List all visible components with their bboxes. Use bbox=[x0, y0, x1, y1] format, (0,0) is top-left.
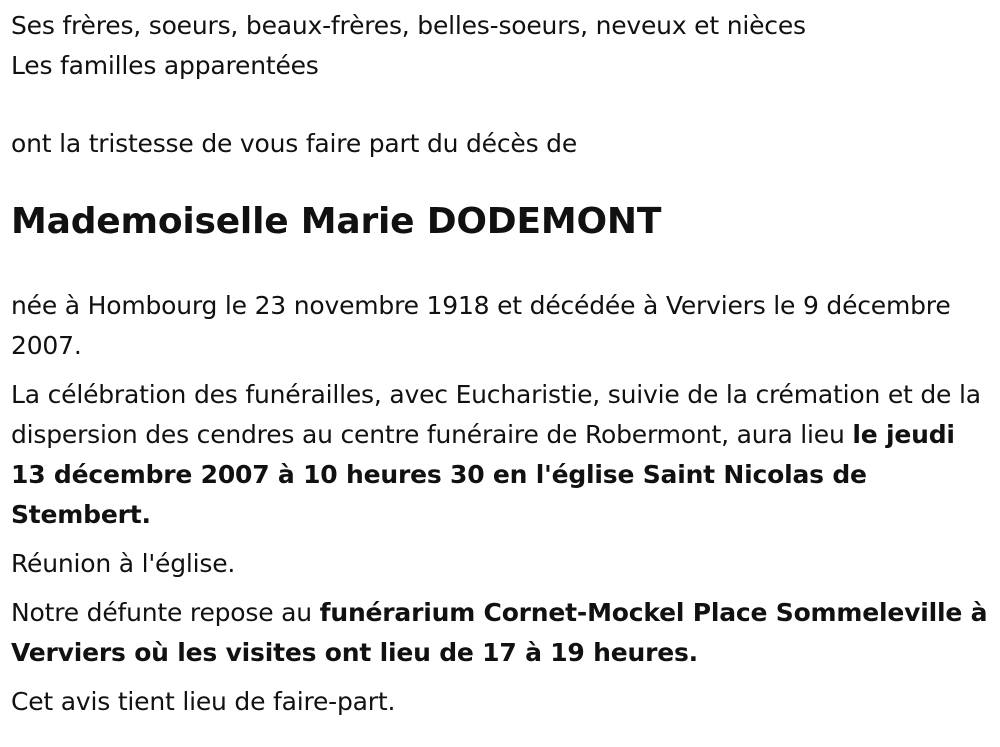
closing-text: Cet avis tient lieu de faire-part. bbox=[11, 687, 396, 716]
ceremony-intro: La célébration des funérailles, avec Eucharistie, suivie de la crémation et de la dispersion des cendres au centre funéraire de Robermont, aura lieu bbox=[11, 380, 981, 449]
repose-details: funérarium Cornet-Mockel Place Sommeleville à Verviers où les visites ont lieu de 17 à 19 heures. bbox=[11, 598, 988, 667]
ceremony-paragraph bbox=[11, 375, 991, 535]
death-notice bbox=[11, 6, 991, 722]
ceremony-details: le jeudi 13 décembre 2007 à 10 heures 30 en l'église Saint Nicolas de Stembert. bbox=[11, 420, 955, 529]
birth-death-text: née à Hombourg le 23 novembre 1918 et décédée à Verviers le 9 décembre 2007. bbox=[11, 291, 951, 360]
relatives-line-2: Les familles apparentées bbox=[11, 51, 319, 80]
announcement-text: ont la tristesse de vous faire part du décès de bbox=[11, 129, 578, 158]
relatives-line-1: Ses frères, soeurs, beaux-frères, belles-soeurs, neveux et nièces bbox=[11, 11, 806, 40]
deceased-name: Mademoiselle Marie DODEMONT bbox=[11, 201, 662, 242]
meeting-text: Réunion à l'église. bbox=[11, 549, 236, 578]
repose-paragraph bbox=[11, 593, 991, 673]
repose-intro: Notre défunte repose au bbox=[11, 598, 320, 627]
